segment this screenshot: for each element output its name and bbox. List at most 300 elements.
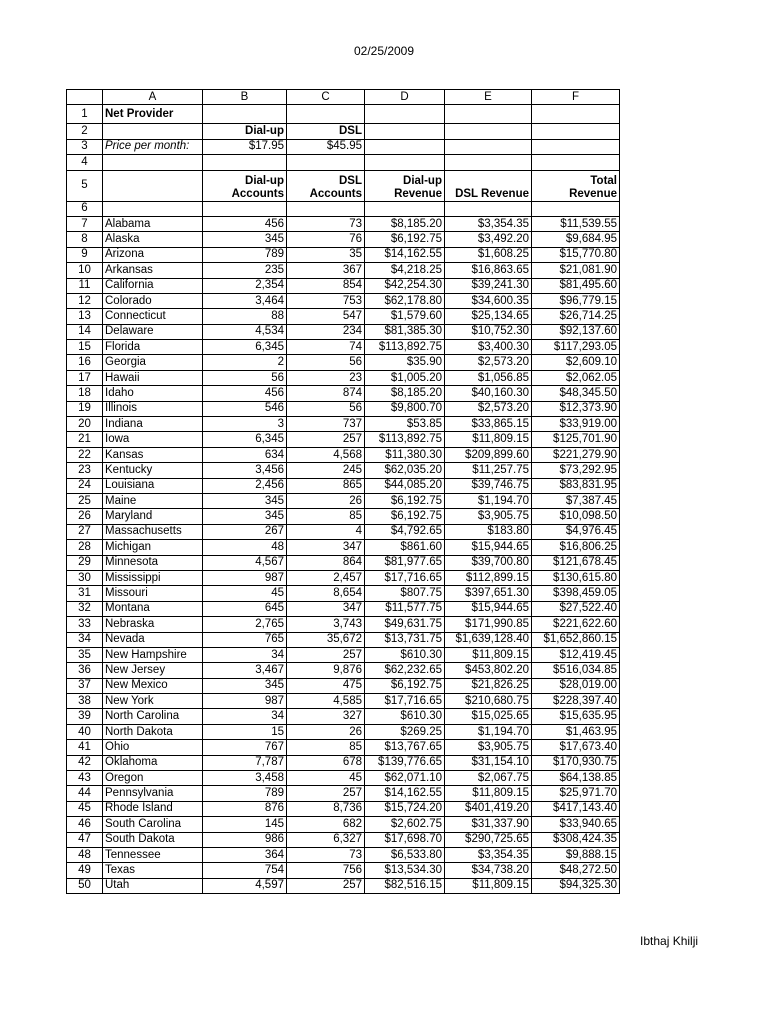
cell[interactable] — [532, 155, 620, 170]
dialup-accounts-cell[interactable]: 56 — [203, 370, 287, 385]
dsl-revenue-cell[interactable]: $2,573.20 — [445, 355, 532, 370]
dsl-accounts-cell[interactable]: 73 — [287, 216, 365, 231]
dsl-revenue-cell[interactable]: $33,865.15 — [445, 417, 532, 432]
col-dsl-revenue-header[interactable]: DSL Revenue — [445, 170, 532, 201]
row-number[interactable]: 43 — [67, 771, 103, 786]
dsl-revenue-cell[interactable]: $16,863.65 — [445, 263, 532, 278]
dsl-accounts-cell[interactable]: 367 — [287, 263, 365, 278]
row-number[interactable]: 39 — [67, 709, 103, 724]
row-number[interactable]: 28 — [67, 540, 103, 555]
dialup-revenue-cell[interactable]: $113,892.75 — [365, 340, 445, 355]
row-number[interactable]: 1 — [67, 105, 103, 124]
total-revenue-cell[interactable]: $64,138.85 — [532, 771, 620, 786]
dialup-revenue-cell[interactable]: $49,631.75 — [365, 617, 445, 632]
cell[interactable] — [445, 105, 532, 124]
cell[interactable] — [103, 201, 203, 216]
state-cell[interactable]: Missouri — [103, 586, 203, 601]
row-number[interactable]: 45 — [67, 801, 103, 816]
row-number[interactable]: 32 — [67, 601, 103, 616]
row-number[interactable]: 23 — [67, 463, 103, 478]
row-number[interactable]: 41 — [67, 740, 103, 755]
dsl-revenue-cell[interactable]: $31,337.90 — [445, 817, 532, 832]
dsl-revenue-cell[interactable]: $3,492.20 — [445, 232, 532, 247]
dialup-revenue-cell[interactable]: $6,192.75 — [365, 678, 445, 693]
dialup-revenue-cell[interactable]: $14,162.55 — [365, 247, 445, 262]
dsl-accounts-cell[interactable]: 45 — [287, 771, 365, 786]
dsl-accounts-cell[interactable]: 85 — [287, 509, 365, 524]
row-number[interactable]: 12 — [67, 293, 103, 308]
cell[interactable] — [445, 201, 532, 216]
price-dsl-cell[interactable]: $45.95 — [287, 139, 365, 154]
row-number[interactable]: 25 — [67, 493, 103, 508]
dsl-accounts-cell[interactable]: 26 — [287, 493, 365, 508]
dialup-revenue-cell[interactable]: $81,385.30 — [365, 324, 445, 339]
state-cell[interactable]: Rhode Island — [103, 801, 203, 816]
dialup-accounts-cell[interactable]: 3,458 — [203, 771, 287, 786]
column-header-c[interactable]: C — [287, 90, 365, 105]
state-cell[interactable]: Idaho — [103, 386, 203, 401]
row-number[interactable]: 37 — [67, 678, 103, 693]
dsl-revenue-cell[interactable]: $171,990.85 — [445, 617, 532, 632]
dsl-revenue-cell[interactable]: $15,944.65 — [445, 540, 532, 555]
row-number[interactable]: 31 — [67, 586, 103, 601]
dsl-revenue-cell[interactable]: $209,899.60 — [445, 447, 532, 462]
cell[interactable] — [203, 105, 287, 124]
total-revenue-cell[interactable]: $17,673.40 — [532, 740, 620, 755]
total-revenue-cell[interactable]: $9,684.95 — [532, 232, 620, 247]
dialup-accounts-cell[interactable]: 34 — [203, 709, 287, 724]
cell[interactable] — [532, 105, 620, 124]
dsl-accounts-cell[interactable]: 234 — [287, 324, 365, 339]
dialup-revenue-cell[interactable]: $17,716.65 — [365, 570, 445, 585]
dsl-accounts-cell[interactable]: 6,327 — [287, 832, 365, 847]
dsl-accounts-cell[interactable]: 547 — [287, 309, 365, 324]
dsl-revenue-cell[interactable]: $2,573.20 — [445, 401, 532, 416]
dialup-revenue-cell[interactable]: $6,192.75 — [365, 232, 445, 247]
dsl-accounts-cell[interactable]: 257 — [287, 786, 365, 801]
total-revenue-cell[interactable]: $170,930.75 — [532, 755, 620, 770]
dialup-revenue-cell[interactable]: $6,533.80 — [365, 847, 445, 862]
row-number[interactable]: 40 — [67, 724, 103, 739]
dialup-accounts-cell[interactable]: 4,534 — [203, 324, 287, 339]
state-cell[interactable]: Delaware — [103, 324, 203, 339]
total-revenue-cell[interactable]: $92,137.60 — [532, 324, 620, 339]
state-cell[interactable]: Massachusetts — [103, 524, 203, 539]
dsl-accounts-cell[interactable]: 23 — [287, 370, 365, 385]
dialup-accounts-cell[interactable]: 634 — [203, 447, 287, 462]
row-number[interactable]: 33 — [67, 617, 103, 632]
dsl-accounts-cell[interactable]: 73 — [287, 847, 365, 862]
dsl-revenue-cell[interactable]: $3,354.35 — [445, 847, 532, 862]
total-revenue-cell[interactable]: $228,397.40 — [532, 694, 620, 709]
total-revenue-cell[interactable]: $221,622.60 — [532, 617, 620, 632]
row-number[interactable]: 17 — [67, 370, 103, 385]
dialup-accounts-cell[interactable]: 45 — [203, 586, 287, 601]
row-number[interactable]: 34 — [67, 632, 103, 647]
dsl-revenue-cell[interactable]: $1,639,128.40 — [445, 632, 532, 647]
row-number[interactable]: 38 — [67, 694, 103, 709]
dsl-accounts-cell[interactable]: 8,654 — [287, 586, 365, 601]
state-cell[interactable]: Tennessee — [103, 847, 203, 862]
dialup-accounts-cell[interactable]: 789 — [203, 786, 287, 801]
state-cell[interactable]: Michigan — [103, 540, 203, 555]
row-number[interactable]: 2 — [67, 124, 103, 139]
dialup-revenue-cell[interactable]: $4,792.65 — [365, 524, 445, 539]
cell[interactable] — [203, 201, 287, 216]
state-cell[interactable]: Colorado — [103, 293, 203, 308]
state-cell[interactable]: Minnesota — [103, 555, 203, 570]
dsl-accounts-cell[interactable]: 257 — [287, 878, 365, 893]
dsl-revenue-cell[interactable]: $34,600.35 — [445, 293, 532, 308]
dsl-revenue-cell[interactable]: $11,809.15 — [445, 786, 532, 801]
dsl-accounts-cell[interactable]: 245 — [287, 463, 365, 478]
row-number[interactable]: 5 — [67, 170, 103, 201]
dialup-accounts-cell[interactable]: 6,345 — [203, 340, 287, 355]
cell[interactable] — [365, 105, 445, 124]
dialup-accounts-cell[interactable]: 4,597 — [203, 878, 287, 893]
dialup-accounts-cell[interactable]: 345 — [203, 232, 287, 247]
dsl-revenue-cell[interactable]: $39,746.75 — [445, 478, 532, 493]
dsl-revenue-cell[interactable]: $401,419.20 — [445, 801, 532, 816]
dialup-accounts-cell[interactable]: 15 — [203, 724, 287, 739]
dialup-accounts-cell[interactable]: 2 — [203, 355, 287, 370]
state-cell[interactable]: South Dakota — [103, 832, 203, 847]
total-revenue-cell[interactable]: $398,459.05 — [532, 586, 620, 601]
row-number[interactable]: 14 — [67, 324, 103, 339]
state-cell[interactable]: Nevada — [103, 632, 203, 647]
row-number[interactable]: 48 — [67, 847, 103, 862]
dsl-revenue-cell[interactable]: $210,680.75 — [445, 694, 532, 709]
dsl-revenue-cell[interactable]: $11,257.75 — [445, 463, 532, 478]
dsl-revenue-cell[interactable]: $1,194.70 — [445, 493, 532, 508]
dsl-revenue-cell[interactable]: $1,194.70 — [445, 724, 532, 739]
dialup-revenue-cell[interactable]: $82,516.15 — [365, 878, 445, 893]
row-number[interactable]: 15 — [67, 340, 103, 355]
total-revenue-cell[interactable]: $10,098.50 — [532, 509, 620, 524]
dsl-accounts-cell[interactable]: 854 — [287, 278, 365, 293]
cell[interactable] — [532, 201, 620, 216]
dialup-revenue-cell[interactable]: $62,232.65 — [365, 663, 445, 678]
total-revenue-cell[interactable]: $27,522.40 — [532, 601, 620, 616]
dsl-accounts-cell[interactable]: 864 — [287, 555, 365, 570]
dialup-revenue-cell[interactable]: $6,192.75 — [365, 493, 445, 508]
dialup-accounts-cell[interactable]: 48 — [203, 540, 287, 555]
dialup-accounts-cell[interactable]: 765 — [203, 632, 287, 647]
dsl-accounts-cell[interactable]: 874 — [287, 386, 365, 401]
state-cell[interactable]: North Dakota — [103, 724, 203, 739]
dsl-revenue-cell[interactable]: $15,944.65 — [445, 601, 532, 616]
column-header-a[interactable]: A — [103, 90, 203, 105]
price-label-cell[interactable]: Price per month: — [103, 139, 203, 154]
total-revenue-cell[interactable]: $33,919.00 — [532, 417, 620, 432]
row-number[interactable]: 26 — [67, 509, 103, 524]
total-revenue-cell[interactable]: $2,609.10 — [532, 355, 620, 370]
row-number[interactable]: 19 — [67, 401, 103, 416]
state-cell[interactable]: Alabama — [103, 216, 203, 231]
total-revenue-cell[interactable]: $9,888.15 — [532, 847, 620, 862]
state-cell[interactable]: New York — [103, 694, 203, 709]
state-cell[interactable]: Utah — [103, 878, 203, 893]
total-revenue-cell[interactable]: $94,325.30 — [532, 878, 620, 893]
state-cell[interactable]: Georgia — [103, 355, 203, 370]
dsl-accounts-cell[interactable]: 56 — [287, 355, 365, 370]
dialup-revenue-cell[interactable]: $17,698.70 — [365, 832, 445, 847]
dsl-accounts-cell[interactable]: 257 — [287, 647, 365, 662]
dialup-accounts-cell[interactable]: 4,567 — [203, 555, 287, 570]
dialup-accounts-cell[interactable]: 3,456 — [203, 463, 287, 478]
dsl-revenue-cell[interactable]: $11,809.15 — [445, 878, 532, 893]
state-cell[interactable]: Nebraska — [103, 617, 203, 632]
dsl-revenue-cell[interactable]: $397,651.30 — [445, 586, 532, 601]
cell[interactable] — [203, 155, 287, 170]
dsl-accounts-cell[interactable]: 4,568 — [287, 447, 365, 462]
row-number[interactable]: 6 — [67, 201, 103, 216]
row-number[interactable]: 20 — [67, 417, 103, 432]
dsl-revenue-cell[interactable]: $453,802.20 — [445, 663, 532, 678]
dsl-revenue-cell[interactable]: $10,752.30 — [445, 324, 532, 339]
col-dsl-accounts-header[interactable] — [287, 170, 365, 201]
dsl-accounts-cell[interactable]: 35,672 — [287, 632, 365, 647]
dsl-accounts-cell[interactable]: 753 — [287, 293, 365, 308]
state-cell[interactable]: Iowa — [103, 432, 203, 447]
state-cell[interactable]: Arizona — [103, 247, 203, 262]
dsl-accounts-cell[interactable]: 76 — [287, 232, 365, 247]
cell[interactable] — [287, 155, 365, 170]
dsl-accounts-cell[interactable]: 26 — [287, 724, 365, 739]
dsl-revenue-cell[interactable]: $40,160.30 — [445, 386, 532, 401]
dialup-revenue-cell[interactable]: $1,579.60 — [365, 309, 445, 324]
dialup-accounts-cell[interactable]: 789 — [203, 247, 287, 262]
total-revenue-cell[interactable]: $81,495.60 — [532, 278, 620, 293]
total-revenue-cell[interactable]: $1,463.95 — [532, 724, 620, 739]
dialup-accounts-cell[interactable]: 2,765 — [203, 617, 287, 632]
dialup-accounts-cell[interactable]: 3,467 — [203, 663, 287, 678]
row-number[interactable]: 29 — [67, 555, 103, 570]
total-revenue-cell[interactable]: $73,292.95 — [532, 463, 620, 478]
dsl-accounts-cell[interactable]: 347 — [287, 601, 365, 616]
state-cell[interactable]: Maryland — [103, 509, 203, 524]
total-revenue-cell[interactable]: $11,539.55 — [532, 216, 620, 231]
dialup-accounts-cell[interactable]: 546 — [203, 401, 287, 416]
column-header-f[interactable]: F — [532, 90, 620, 105]
dialup-accounts-cell[interactable]: 34 — [203, 647, 287, 662]
dsl-accounts-cell[interactable]: 737 — [287, 417, 365, 432]
dialup-revenue-cell[interactable]: $13,731.75 — [365, 632, 445, 647]
dialup-accounts-cell[interactable]: 754 — [203, 863, 287, 878]
dialup-accounts-cell[interactable]: 2,354 — [203, 278, 287, 293]
row-number[interactable]: 21 — [67, 432, 103, 447]
dialup-revenue-cell[interactable]: $35.90 — [365, 355, 445, 370]
total-revenue-cell[interactable]: $417,143.40 — [532, 801, 620, 816]
dsl-accounts-cell[interactable]: 327 — [287, 709, 365, 724]
dsl-revenue-cell[interactable]: $3,354.35 — [445, 216, 532, 231]
dialup-accounts-cell[interactable]: 364 — [203, 847, 287, 862]
total-revenue-cell[interactable]: $21,081.90 — [532, 263, 620, 278]
dialup-accounts-cell[interactable]: 345 — [203, 509, 287, 524]
row-number[interactable]: 8 — [67, 232, 103, 247]
dialup-accounts-cell[interactable]: 345 — [203, 493, 287, 508]
dsl-revenue-cell[interactable]: $39,241.30 — [445, 278, 532, 293]
row-number[interactable]: 44 — [67, 786, 103, 801]
cell[interactable] — [365, 124, 445, 139]
dialup-revenue-cell[interactable]: $44,085.20 — [365, 478, 445, 493]
dialup-revenue-cell[interactable]: $610.30 — [365, 647, 445, 662]
dsl-revenue-cell[interactable]: $11,809.15 — [445, 432, 532, 447]
dialup-revenue-cell[interactable]: $15,724.20 — [365, 801, 445, 816]
total-revenue-cell[interactable]: $130,615.80 — [532, 570, 620, 585]
dialup-revenue-cell[interactable]: $8,185.20 — [365, 386, 445, 401]
col-total-revenue-header[interactable] — [532, 170, 620, 201]
total-revenue-cell[interactable]: $83,831.95 — [532, 478, 620, 493]
dialup-revenue-cell[interactable]: $53.85 — [365, 417, 445, 432]
total-revenue-cell[interactable]: $221,279.90 — [532, 447, 620, 462]
cell[interactable] — [365, 139, 445, 154]
state-cell[interactable]: Hawaii — [103, 370, 203, 385]
state-cell[interactable]: New Mexico — [103, 678, 203, 693]
total-revenue-cell[interactable]: $7,387.45 — [532, 493, 620, 508]
dialup-accounts-cell[interactable]: 767 — [203, 740, 287, 755]
dsl-accounts-cell[interactable]: 865 — [287, 478, 365, 493]
dialup-revenue-cell[interactable]: $807.75 — [365, 586, 445, 601]
total-revenue-cell[interactable]: $26,714.25 — [532, 309, 620, 324]
dsl-revenue-cell[interactable]: $3,905.75 — [445, 740, 532, 755]
dialup-accounts-cell[interactable]: 456 — [203, 386, 287, 401]
dialup-accounts-cell[interactable]: 456 — [203, 216, 287, 231]
dsl-revenue-cell[interactable]: $34,738.20 — [445, 863, 532, 878]
cell[interactable] — [103, 124, 203, 139]
dialup-accounts-cell[interactable]: 2,456 — [203, 478, 287, 493]
dialup-accounts-cell[interactable]: 235 — [203, 263, 287, 278]
state-cell[interactable]: Connecticut — [103, 309, 203, 324]
total-revenue-cell[interactable]: $121,678.45 — [532, 555, 620, 570]
cell[interactable] — [532, 124, 620, 139]
dialup-accounts-cell[interactable]: 876 — [203, 801, 287, 816]
row-number[interactable]: 24 — [67, 478, 103, 493]
total-revenue-cell[interactable]: $1,652,860.15 — [532, 632, 620, 647]
row-number[interactable]: 35 — [67, 647, 103, 662]
row-number[interactable]: 18 — [67, 386, 103, 401]
dialup-accounts-cell[interactable]: 6,345 — [203, 432, 287, 447]
dsl-accounts-cell[interactable]: 347 — [287, 540, 365, 555]
dsl-revenue-cell[interactable]: $21,826.25 — [445, 678, 532, 693]
dialup-revenue-cell[interactable]: $8,185.20 — [365, 216, 445, 231]
cell[interactable] — [103, 170, 203, 201]
dialup-revenue-cell[interactable]: $62,178.80 — [365, 293, 445, 308]
dialup-revenue-cell[interactable]: $9,800.70 — [365, 401, 445, 416]
dsl-accounts-cell[interactable]: 9,876 — [287, 663, 365, 678]
row-number[interactable]: 42 — [67, 755, 103, 770]
state-cell[interactable]: Maine — [103, 493, 203, 508]
dsl-accounts-cell[interactable]: 2,457 — [287, 570, 365, 585]
dialup-revenue-cell[interactable]: $6,192.75 — [365, 509, 445, 524]
dsl-accounts-cell[interactable]: 756 — [287, 863, 365, 878]
dsl-revenue-cell[interactable]: $1,608.25 — [445, 247, 532, 262]
dsl-accounts-cell[interactable]: 74 — [287, 340, 365, 355]
total-revenue-cell[interactable]: $4,976.45 — [532, 524, 620, 539]
row-number[interactable]: 7 — [67, 216, 103, 231]
total-revenue-cell[interactable]: $25,971.70 — [532, 786, 620, 801]
dsl-accounts-cell[interactable]: 35 — [287, 247, 365, 262]
dsl-revenue-cell[interactable]: $39,700.80 — [445, 555, 532, 570]
total-revenue-cell[interactable]: $28,019.00 — [532, 678, 620, 693]
dsl-accounts-cell[interactable]: 4,585 — [287, 694, 365, 709]
state-cell[interactable]: Oklahoma — [103, 755, 203, 770]
cell[interactable] — [103, 155, 203, 170]
dialup-accounts-cell[interactable]: 3 — [203, 417, 287, 432]
state-cell[interactable]: Alaska — [103, 232, 203, 247]
total-revenue-cell[interactable]: $516,034.85 — [532, 663, 620, 678]
total-revenue-cell[interactable]: $15,770.80 — [532, 247, 620, 262]
dsl-accounts-cell[interactable]: 678 — [287, 755, 365, 770]
dsl-revenue-cell[interactable]: $1,056.85 — [445, 370, 532, 385]
row-number[interactable]: 49 — [67, 863, 103, 878]
row-number[interactable]: 50 — [67, 878, 103, 893]
state-cell[interactable]: Arkansas — [103, 263, 203, 278]
dialup-accounts-cell[interactable]: 645 — [203, 601, 287, 616]
dialup-revenue-cell[interactable]: $610.30 — [365, 709, 445, 724]
dialup-accounts-cell[interactable]: 88 — [203, 309, 287, 324]
dialup-revenue-cell[interactable]: $861.60 — [365, 540, 445, 555]
dsl-revenue-cell[interactable]: $25,134.65 — [445, 309, 532, 324]
col-dialup-revenue-header[interactable] — [365, 170, 445, 201]
dialup-accounts-cell[interactable]: 987 — [203, 694, 287, 709]
dialup-accounts-cell[interactable]: 345 — [203, 678, 287, 693]
total-revenue-cell[interactable]: $308,424.35 — [532, 832, 620, 847]
cell[interactable] — [445, 124, 532, 139]
state-cell[interactable]: Montana — [103, 601, 203, 616]
column-header-b[interactable]: B — [203, 90, 287, 105]
row-number[interactable]: 22 — [67, 447, 103, 462]
plan-dialup-cell[interactable]: Dial-up — [203, 124, 287, 139]
total-revenue-cell[interactable]: $117,293.05 — [532, 340, 620, 355]
dialup-revenue-cell[interactable]: $4,218.25 — [365, 263, 445, 278]
state-cell[interactable]: Mississippi — [103, 570, 203, 585]
state-cell[interactable]: Pennsylvania — [103, 786, 203, 801]
row-number[interactable]: 4 — [67, 155, 103, 170]
cell[interactable] — [365, 155, 445, 170]
state-cell[interactable]: Indiana — [103, 417, 203, 432]
state-cell[interactable]: South Carolina — [103, 817, 203, 832]
total-revenue-cell[interactable]: $33,940.65 — [532, 817, 620, 832]
price-dialup-cell[interactable]: $17.95 — [203, 139, 287, 154]
dsl-revenue-cell[interactable]: $183.80 — [445, 524, 532, 539]
total-revenue-cell[interactable]: $12,419.45 — [532, 647, 620, 662]
state-cell[interactable]: New Hampshire — [103, 647, 203, 662]
dsl-accounts-cell[interactable]: 682 — [287, 817, 365, 832]
total-revenue-cell[interactable]: $15,635.95 — [532, 709, 620, 724]
dialup-accounts-cell[interactable]: 3,464 — [203, 293, 287, 308]
dsl-accounts-cell[interactable]: 85 — [287, 740, 365, 755]
dialup-revenue-cell[interactable]: $14,162.55 — [365, 786, 445, 801]
dsl-accounts-cell[interactable]: 3,743 — [287, 617, 365, 632]
dsl-accounts-cell[interactable]: 56 — [287, 401, 365, 416]
dsl-accounts-cell[interactable]: 475 — [287, 678, 365, 693]
dialup-revenue-cell[interactable]: $269.25 — [365, 724, 445, 739]
dialup-accounts-cell[interactable]: 987 — [203, 570, 287, 585]
dsl-accounts-cell[interactable]: 8,736 — [287, 801, 365, 816]
dialup-accounts-cell[interactable]: 145 — [203, 817, 287, 832]
dsl-revenue-cell[interactable]: $11,809.15 — [445, 647, 532, 662]
cell[interactable] — [287, 105, 365, 124]
row-number[interactable]: 30 — [67, 570, 103, 585]
corner-cell[interactable] — [67, 90, 103, 105]
dsl-revenue-cell[interactable]: $3,905.75 — [445, 509, 532, 524]
state-cell[interactable]: Florida — [103, 340, 203, 355]
dialup-revenue-cell[interactable]: $62,071.10 — [365, 771, 445, 786]
total-revenue-cell[interactable]: $48,272.50 — [532, 863, 620, 878]
dialup-revenue-cell[interactable]: $62,035.20 — [365, 463, 445, 478]
state-cell[interactable]: Ohio — [103, 740, 203, 755]
